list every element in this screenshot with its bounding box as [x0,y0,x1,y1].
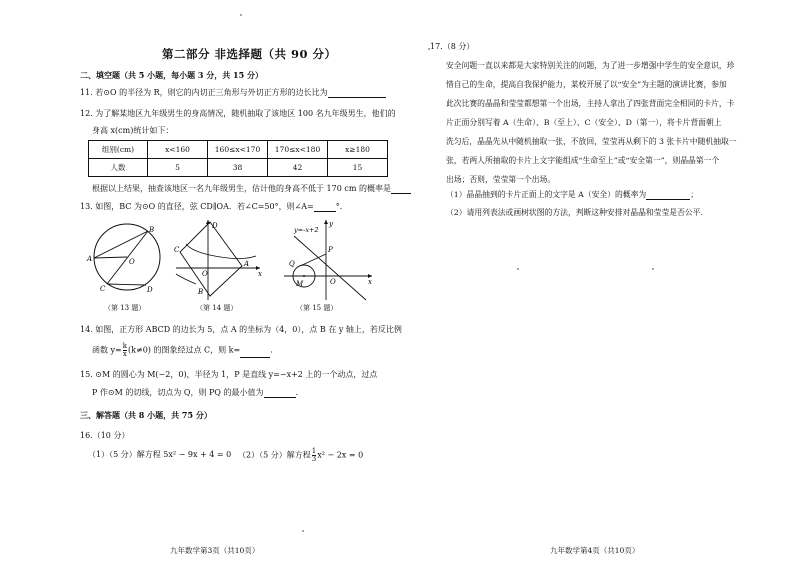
table-cell: 15 [328,159,388,177]
scan-speck [517,268,519,270]
question-17-header: 17.（8 分） [430,42,475,51]
question-17-line: 片正面分别写着 A（生命）、B（至上）、C（安全）、D（第一），将卡片背面朝上 [446,118,722,127]
table-row [89,159,388,177]
answer-blank-11[interactable] [328,88,386,98]
label-y: y [329,220,333,228]
question-15-text: P 作⊙M 的切线，切点为 Q，则 PQ 的最小值为 [92,388,264,397]
right-page [400,0,794,561]
question-12-line-1: 12. 为了解某地区九年级男生的身高情况，随机抽取了该地区 100 名九年级男生，他们的 [80,109,396,118]
page-footer: 九年数学第3页（共10页） [170,546,260,555]
table-header-cell: 160≤x<170 [208,141,268,159]
fig15-line-label: y=-x+2 [294,226,319,234]
answer-blank-17[interactable] [646,190,690,200]
question-17-line: 惜自己的生命，提高自我保护能力，某校开展了以“安全”为主题的演讲比赛，参加 [446,80,727,89]
question-17-part-1-text: （1）晶晶抽到的卡片正面上的文字是 A（安全）的概率为 [446,190,647,199]
question-16-part-2-prefix: （2）（5 分）解方程 [238,450,311,460]
table-cell: 42 [268,159,328,177]
question-17-line: 张，若两人所抽取的卡片上文字能组成“生命至上”或“安全第一”，则晶晶第一个 [446,156,720,165]
answer-blank-15[interactable] [264,388,296,398]
question-15-line-2 [92,388,298,398]
question-11 [80,88,386,98]
section-2-header: 二、填空题（共 5 小题，每小题 3 分，共 15 分） [80,70,263,80]
question-17-part-2: （2）请用列表法或画树状图的方法，判断这种安排对晶晶和莹莹是否公平. [446,208,703,217]
question-17-line: 出场；否则，莹莹第一个出场。 [446,175,556,184]
table-cell: 38 [208,159,268,177]
question-13-end: °. [335,202,343,211]
label-A: A [87,255,93,263]
label-D: D [212,222,218,230]
figure-14-caption: （第 14 题） [196,304,238,312]
scan-speck [302,530,304,532]
figure-13-caption: （第 13 题） [104,304,146,312]
table-header-cell: 组别(cm) [89,141,148,159]
scan-speck [428,48,430,50]
table-header-cell: 170≤x<180 [268,141,328,159]
figure-14 [172,218,264,302]
question-12-text: 根据以上结果，抽查该地区一名九年级男生，估计他的身高不低于 170 cm 的概率是 [92,184,391,193]
fraction-one-third [312,448,316,463]
question-12-line-3 [92,184,411,194]
label-O: O [330,278,336,286]
question-17-line: 安全问题一直以来都是大家特别关注的问题，为了进一步增强中学生的安全意识，珍 [446,61,735,70]
label-Q: Q [289,260,295,268]
table-row-label: 人数 [89,159,148,177]
question-16-part-2 [238,448,363,463]
label-B: B [149,226,155,234]
fraction-denominator: 3 [311,455,317,463]
fraction-numerator: k [122,342,128,350]
question-17-part-1-end: ； [690,190,698,199]
page-footer: 九年数学第4页（共10页） [550,546,640,555]
table-row [89,141,388,159]
question-14-end: . [270,345,273,355]
question-17-line: 洗匀后，晶晶先从中随机抽取一张，不放回，莹莹再从剩下的 3 张卡片中随机抽取一 [446,137,737,146]
question-14-line-2 [92,343,273,358]
table-cell: 5 [148,159,208,177]
table-header-cell: x≥180 [328,141,388,159]
question-15-end: . [295,388,299,397]
question-14-line-1: 14. 如图，正方形 ABCD 的边长为 5，点 A 的坐标为（4，0），点 B 在 y 轴上，若反比例 [80,325,402,334]
answer-blank-14[interactable] [240,348,270,358]
question-13-text: 13. 如图，BC 为⊙O 的直径，弦 CD∥OA．若∠C=50°，则∠A= [80,202,314,211]
figure-15 [280,218,376,302]
label-D: D [147,286,153,294]
section-title: 第二部分 非选择题（共 90 分） [162,47,337,61]
figure-13 [85,220,171,300]
fraction-k-over-x [123,343,127,358]
label-M: M [296,280,304,288]
label-C: C [174,246,180,254]
table-header-cell: x<160 [148,141,208,159]
label-O: O [202,270,208,278]
question-14-func-suffix: (k≠0) 的图象经过点 C，则 k= [128,345,241,355]
question-12-line-2: 身高 x(cm)统计如下： [92,126,174,135]
figure-15-caption: （第 15 题） [296,304,338,312]
fraction-denominator: x [122,350,127,358]
answer-blank-13[interactable] [314,202,336,212]
fraction-numerator: 1 [311,447,317,455]
label-x: x [258,270,262,278]
question-11-text: 11. 若⊙O 的半径为 R，则它的内切正三角形与外切正方形的边长比为 [80,88,328,97]
question-17-line: 此次比赛的晶晶和莹莹都想第一个出场，主持人拿出了四张背面完全相同的卡片，卡 [446,99,735,108]
question-17-part-1 [446,190,698,200]
label-O: O [129,258,135,266]
question-14-func-prefix: 函数 y= [92,345,122,355]
question-15-line-1: 15. ⊙M 的圆心为 M(−2，0)，半径为 1，P 是直线 y=−x+2 上的一个动点，过点 [80,370,378,379]
question-13 [80,202,342,212]
label-B: B [198,288,204,296]
label-P: P [328,246,333,254]
scan-speck [240,14,242,16]
label-x: x [368,278,372,286]
label-C: C [100,285,106,293]
question-16-part-2-suffix: x² − 2x = 0 [317,450,364,460]
scan-speck [652,268,654,270]
section-3-header: 三、解答题（共 8 小题，共 75 分） [80,410,212,420]
label-A: A [244,260,250,268]
question-16-header: 16.（10 分） [80,431,130,440]
height-stats-table [88,140,388,177]
question-16-part-1: （1）（5 分）解方程 5x² − 9x + 4 = 0 [88,450,232,459]
